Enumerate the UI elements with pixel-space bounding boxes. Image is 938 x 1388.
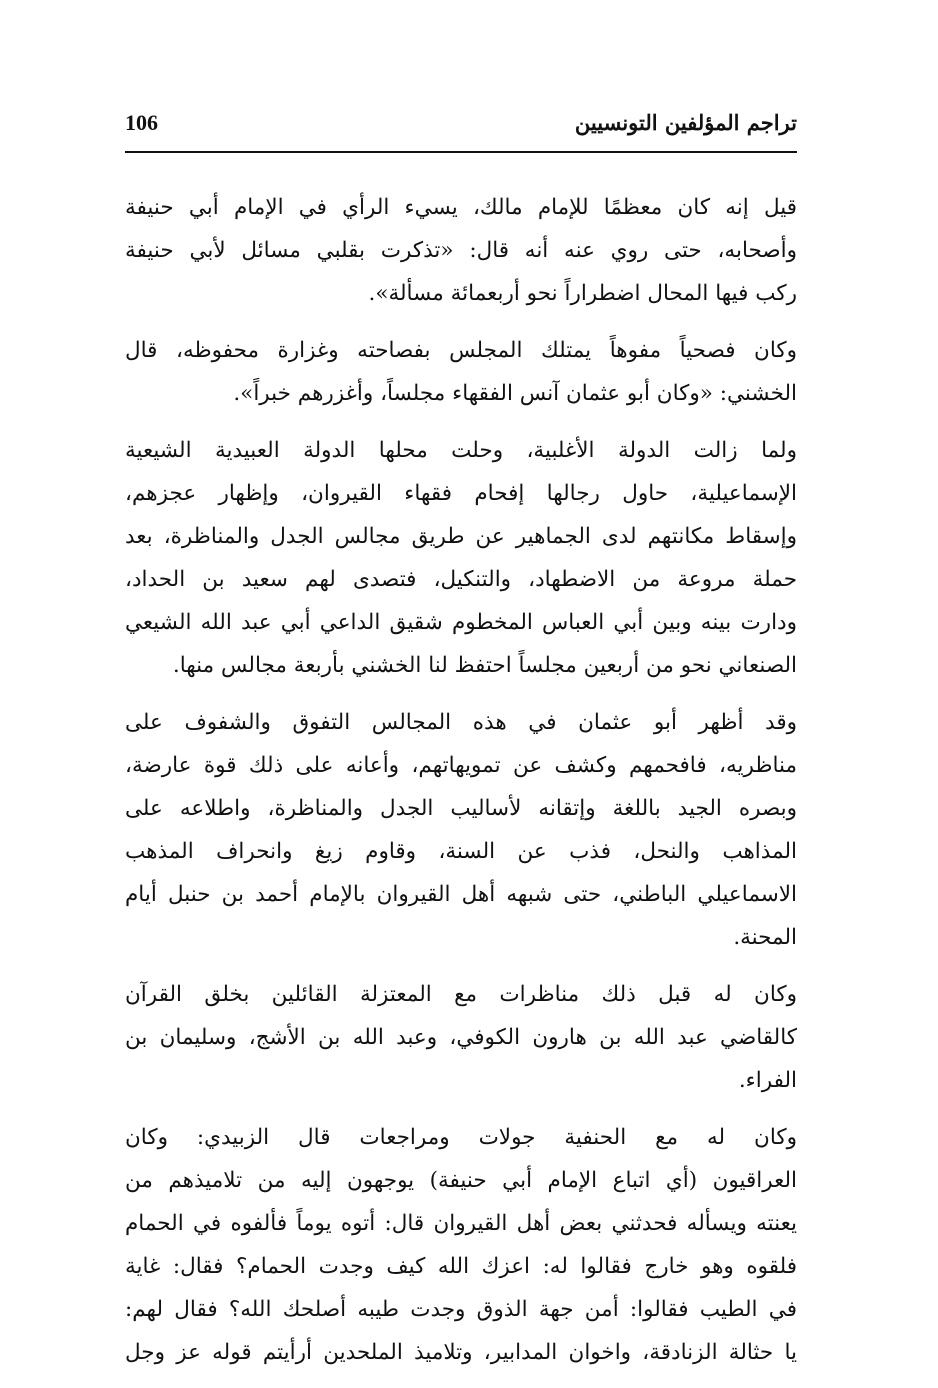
paragraph: [125, 429, 797, 687]
running-title: تراجم المؤلفين التونسيين: [574, 110, 797, 135]
paragraph: [125, 329, 797, 415]
text-line: وبصره الجيد باللغة وإتقانه لأساليب الجدل والمناظرة، واطلاعه على: [125, 796, 797, 821]
text-line: وكان له قبل ذلك مناظرات مع المعتزلة القائلين بخلق القرآن: [125, 982, 797, 1007]
text-line: وكان له مع الحنفية جولات ومراجعات قال الزبيدي: وكان: [125, 1125, 797, 1150]
paragraph: [125, 1116, 797, 1374]
text-line: المذاهب والنحل، فذب عن السنة، وقاوم زيغ وانحراف المذهب: [125, 839, 797, 864]
text-line: يعنته ويسأله فحدثني بعض أهل القيروان قال: أتوه يوماً فألفوه في الحمام: [125, 1211, 797, 1236]
header-rule: [125, 151, 797, 153]
text-line: وكان فصحياً مفوهاً يمتلك المجلس بفصاحته وغزارة محفوظه، قال: [125, 338, 797, 363]
text-line: في الطيب فقالوا: أمن جهة الذوق وجدت طيبه أصلحك الله؟ فقال لهم:: [125, 1297, 797, 1322]
paragraph: [125, 701, 797, 959]
page-number: 106: [125, 110, 158, 135]
text-line: وأصحابه، حتى روي عنه أنه قال: «تذكرت بقلبي مسائل لأبي حنيفة: [125, 238, 797, 263]
text-line: الإسماعيلية، حاول رجالها إفحام فقهاء القيروان، وإظهار عجزهم،: [125, 481, 797, 506]
text-line: كالقاضي عبد الله بن هارون الكوفي، وعبد الله بن الأشج، وسليمان بن: [125, 1025, 797, 1050]
text-line: الخشني: «وكان أبو عثمان آنس الفقهاء مجلساً، وأغزرهم خبراً».: [233, 381, 797, 406]
paragraph: [125, 186, 797, 315]
page-header: [125, 108, 797, 144]
text-line: قيل إنه كان معظمًا للإمام مالك، يسيء الرأي في الإمام أبي حنيفة: [125, 195, 797, 220]
text-line: فلقوه وهو خارج فقالوا له: اعزك الله كيف وجدت الحمام؟ فقال: غاية: [125, 1254, 797, 1279]
body-text: [125, 186, 797, 1388]
text-line: الفراء.: [738, 1068, 797, 1093]
text-line: ركب فيها المحال اضطراراً نحو أربعمائة مسألة».: [368, 281, 797, 306]
text-line: العراقيون (أي اتباع الإمام أبي حنيفة) يوجهون إليه من تلاميذهم من: [125, 1168, 797, 1193]
text-line: الاسماعيلي الباطني، حتى شبهه أهل القيروان بالإمام أحمد بن حنبل أيام: [125, 882, 797, 907]
text-line: حملة مروعة من الاضطهاد، والتنكيل، فتصدى لهم سعيد بن الحداد،: [125, 567, 797, 592]
text-line: وقد أظهر أبو عثمان في هذه المجالس التفوق والشفوف على: [125, 710, 797, 735]
text-line: المحنة.: [733, 925, 797, 950]
text-line: مناظريه، فافحمهم وكشف عن تمويهاتهم، وأعانه على ذلك قوة عارضة،: [125, 753, 797, 778]
text-line: ولما زالت الدولة الأغلبية، وحلت محلها الدولة العبيدية الشيعية: [125, 438, 797, 463]
paragraph: [125, 973, 797, 1102]
text-line: يا حثالة الزنادقة، واخوان المدابير، وتلاميذ الملحدين أرأيتم قوله عز وجل: [125, 1340, 797, 1365]
text-line: وإسقاط مكانتهم لدى الجماهير عن طريق مجالس الجدل والمناظرة، بعد: [125, 524, 797, 549]
text-line: ودارت بينه وبين أبي العباس المخطوم شقيق الداعي أبي عبد الله الشيعي: [125, 610, 797, 635]
text-line: الصنعاني نحو من أربعين مجلساً احتفظ لنا الخشني بأربعة مجالس منها.: [172, 653, 797, 678]
